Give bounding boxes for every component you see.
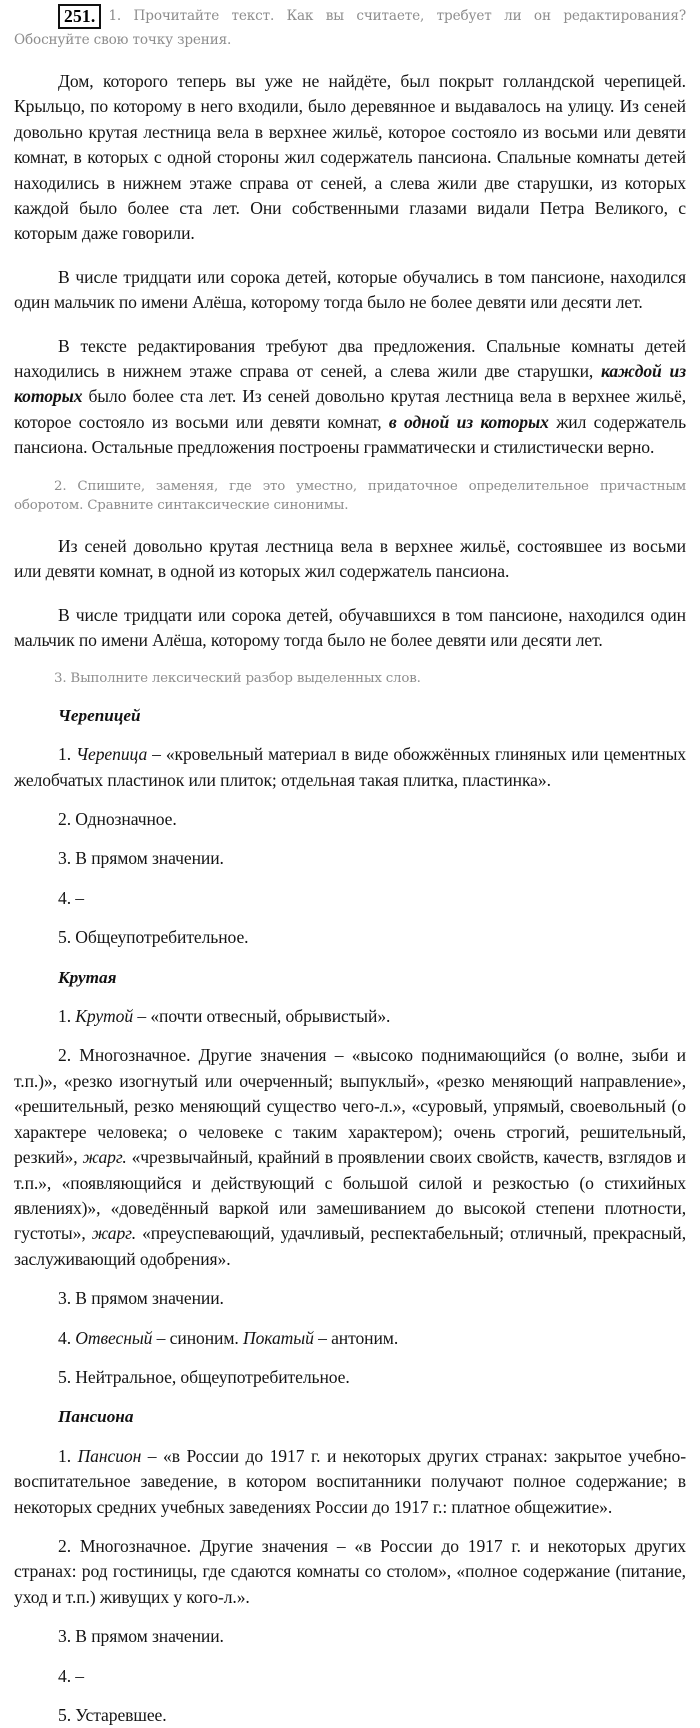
passage-paragraph-1: Дом, которого теперь вы уже не найдёте, был покрыт голландской черепицей. Крыльцо, по которому в него входили, было деревянное и выдавалось на улицу. Из сеней довольно крутая лестница вела в верхнее жильё, которое состояло из восьми или девяти комнат, в которых с одной стороны жил содержатель пансиона. Спальные комнаты детей находились в нижнем этаже справа от сеней, а слева жили две старушки, из которых каждой было более ста лет. Они собственными глазами видали Петра Великого, с которым даже говорили. [14,71,686,244]
lexical-item-prefix: 3. В прямом значении. [58,848,224,869]
lexical-item-prefix: 1. [58,744,76,765]
lexical-item-0-4 [0,925,700,950]
exercise-task-1: 1. Прочитайте текст. Как вы считаете, требует ли он редактирования? Обоснуйте свою точку зрения. [14,8,686,48]
lexical-item-rest: – «почти отвесный, обрывистый». [133,1006,391,1027]
lexical-item-prefix: 5. Устаревшее. [58,1705,167,1725]
lexical-word-header-2: Пансиона [58,1407,134,1427]
lexical-item-italic: Черепица [76,744,148,765]
lexical-item-rest: – «кровельный материал в виде обожжённых глиняных или цементных желобчатых пластинок или плиток; отдельная такая плитка, пластинка». [14,744,687,790]
lexical-item-rest: – синоним. [152,1327,243,1348]
lexical-item-prefix: 4. [58,1327,76,1348]
lexical-item-prefix: 2. Многозначное. Другие значения – «в России до 1917 г. и некоторых других странах: род гостиницы, где сдаются комнаты со столом», «полное содержание (питание, уход и т.п.) живущих у кого-л.». [14,1535,686,1607]
lexical-item-italic: Пансион [77,1445,142,1466]
lexical-item-1-2 [0,1286,700,1311]
lexical-item-rest: «чрезвычайный, крайний в проявлении своих свойств, качеств, взглядов и т.п.», «появляющийся и действующий с большой силой и резкостью (о стихийных явлениях)», «доведённый варкой или замешиванием до высокой степени плотности, густоты», [14,1147,686,1244]
lexical-item-prefix: 5. Нейтральное, общеупотребительное. [58,1366,350,1387]
lexical-item-tail: «преуспевающий, удачливый, респектабельный; отличный, прекрасный, заслуживающий одобрения». [14,1223,686,1269]
answer1-italic-2: в одной из которых [388,411,549,432]
lexical-item-0-0 [0,742,700,793]
lexical-item-1-3 [0,1326,700,1351]
exercise-number-box: 251. [58,4,101,29]
lexical-item-italic-antonym: Покатый [242,1327,314,1348]
answer1-segment-2: было более ста лет. Из сеней довольно крутая лестница вела в верхнее жильё, которое состояло из восьми или девяти комнат, [14,386,686,432]
lexical-item-italic: жарг. [82,1147,127,1168]
lexical-item-2-3 [0,1664,700,1689]
lexical-item-0-1 [0,807,700,832]
lexical-item-prefix: 1. [58,1006,76,1027]
lexical-item-italic: Отвесный [75,1327,153,1348]
answer-paragraph-1 [0,334,700,461]
lexical-item-prefix: 1. [58,1445,78,1466]
lexical-item-tail: – антоним. [313,1327,399,1348]
answer2-paragraph-2: В числе тридцати или сорока детей, обучавшихся в том пансионе, находился один мальчик по имени Алёша, которому тогда было не более девяти или десяти лет. [14,604,686,650]
exercise-task-3: 3. Выполните лексический разбор выделенных слов. [54,671,421,687]
lexical-item-2-2 [0,1624,700,1649]
lexical-item-2-0 [0,1444,700,1520]
lexical-word-header-1: Крутая [58,967,117,987]
lexical-item-prefix: 3. В прямом значении. [58,1626,224,1647]
lexical-item-1-1 [0,1043,700,1272]
lexical-item-0-2 [0,846,700,871]
lexical-item-0-3 [0,886,700,911]
exercise-header [0,0,700,51]
lexical-word-header-0: Черепицей [58,705,141,725]
lexical-item-prefix: 2. Многозначное. Другие значения – «высоко поднимающийся (о волне, зыби и т.п.)», «резко изогнутый или очерченный; выпуклый», «резко меняющий направление», «решительный, резко меняющий существо чего-л.», «суровый, упрямый, своевольный (о характере человека; о человеке с таким характером); очень строгий, решительный, резкий», [14,1045,686,1168]
lexical-item-prefix: 2. Однозначное. [58,809,177,830]
lexical-item-prefix: 4. – [58,1665,84,1686]
lexical-item-italic-jarg: жарг. [91,1223,136,1244]
lexical-item-prefix: 5. Общеупотребительное. [58,927,249,948]
answer1-segment-3: жил содержатель пансиона. Остальные предложения построены грамматически и стилистически верно. [14,411,686,458]
lexical-item-2-4 [0,1703,700,1728]
lexical-item-2-1 [0,1534,700,1610]
lexical-item-prefix: 4. – [58,887,84,908]
lexical-item-1-4 [0,1365,700,1390]
answer1-segment-1: В тексте редактирования требуют два предложения. Спальные комнаты детей находились в нижнем этаже справа от сеней, а слева жили две старушки, [14,335,686,382]
lexical-item-italic: Крутой [75,1006,134,1027]
passage-paragraph-2: В числе тридцати или сорока детей, которые обучались в том пансионе, находился один мальчик по имени Алёша, которому тогда было не более девяти или десяти лет. [14,266,686,313]
lexical-item-rest: – «в России до 1917 г. и некоторых других странах: закрытое учебно-воспитательное заведение, в котором воспитанники получают полное содержание; в некоторых средних учебных заведениях России до 1917 г.: платное общежитие». [14,1445,687,1517]
answer1-italic-1: каждой из которых [14,361,686,407]
answer2-paragraph-1: Из сеней довольно крутая лестница вела в верхнее жильё, состоявшее из восьми или девяти комнат, в одной из которых жил содержатель пансиона. [14,535,686,582]
exercise-task-2: 2. Спишите, заменяя, где это уместно, придаточное определительное причастным оборотом. Сравните синтаксические синонимы. [14,478,686,514]
lexical-item-prefix: 3. В прямом значении. [58,1288,224,1309]
lexical-item-1-0 [0,1004,700,1029]
